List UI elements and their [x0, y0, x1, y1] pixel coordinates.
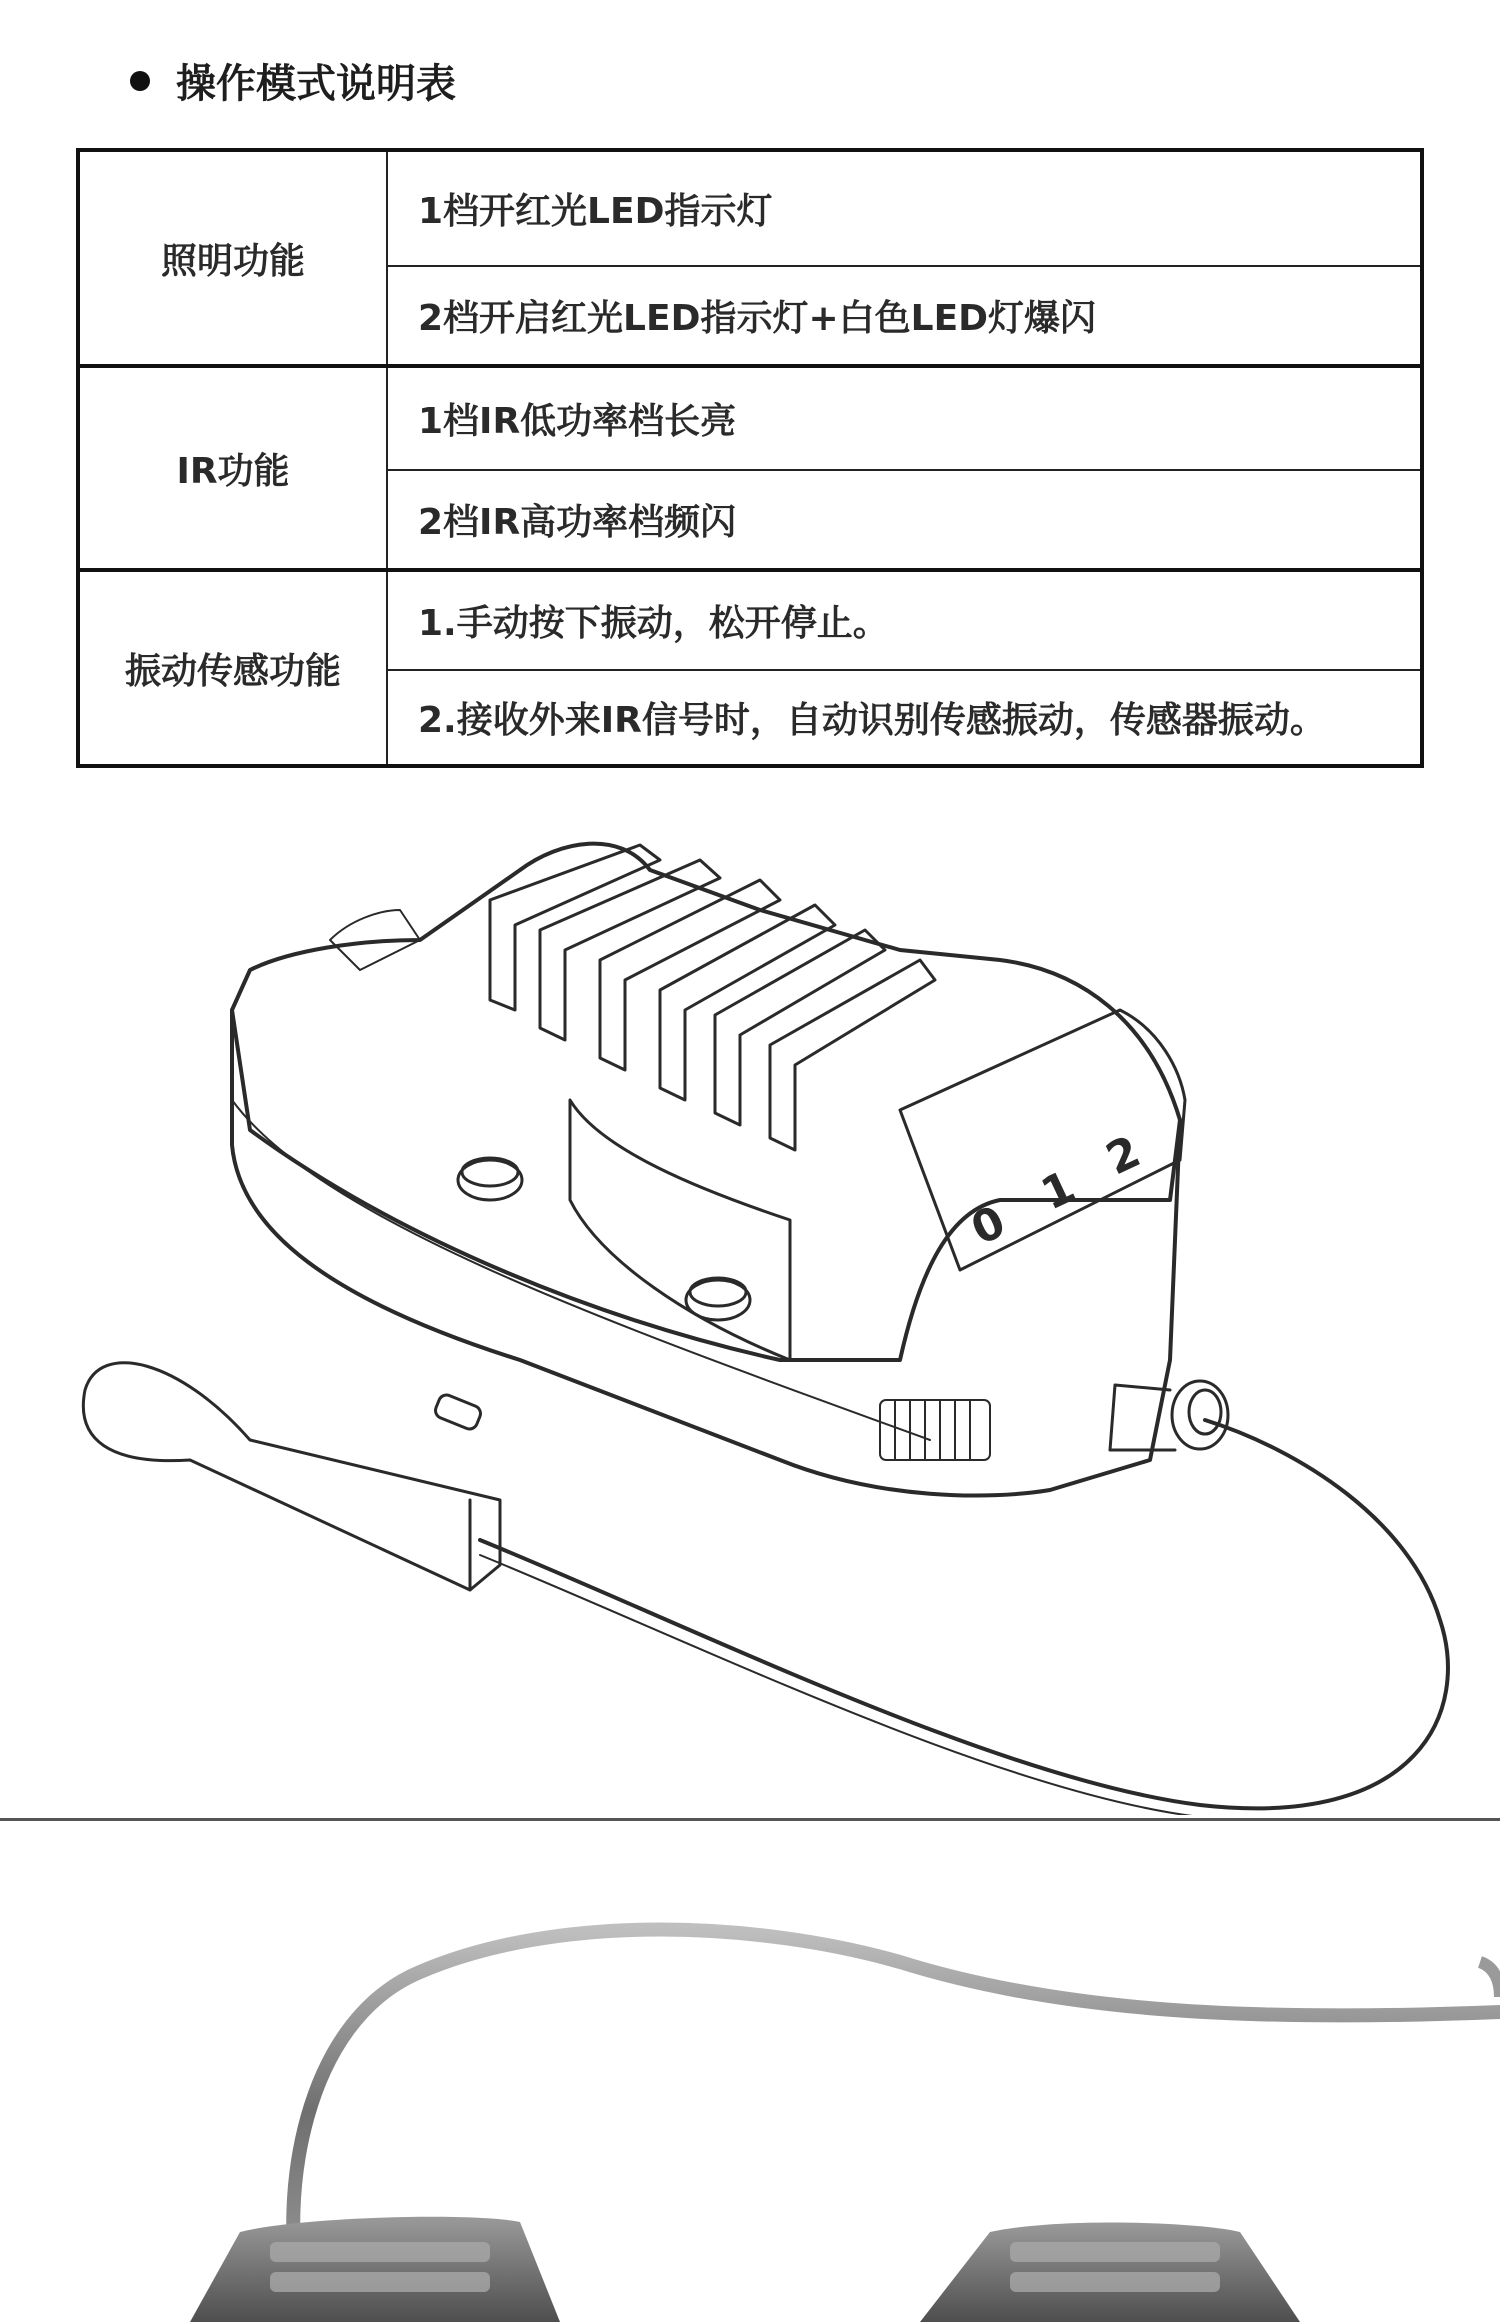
dial-label: 2 — [1098, 1126, 1149, 1186]
table-row — [78, 570, 1422, 670]
category-cell-vibration: 振动传感功能 — [78, 570, 387, 766]
table-row — [78, 366, 1422, 470]
bullet-icon — [130, 71, 150, 91]
dial-label: 1 — [1033, 1161, 1084, 1221]
cable-connector — [1110, 1381, 1228, 1450]
strap-outline — [83, 1363, 500, 1590]
table-row — [78, 150, 1422, 266]
product-photo — [0, 1822, 1500, 2322]
base-outline — [232, 1010, 1180, 1496]
mode-description: 2档IR高功率档频闪 — [387, 470, 1422, 570]
dial-wheel — [880, 1400, 990, 1460]
section-divider — [0, 1818, 1500, 1821]
photo-device-right — [920, 2223, 1300, 2322]
category-cell-lighting: 照明功能 — [78, 150, 387, 366]
operation-modes-table — [76, 148, 1424, 768]
device-line-drawing — [0, 800, 1500, 1815]
photo-device-left — [190, 2217, 560, 2322]
port-icon — [433, 1393, 483, 1432]
mode-description: 1.手动按下振动，松开停止。 — [387, 570, 1422, 670]
dial-label: 0 — [963, 1196, 1014, 1256]
mode-description: 2档开启红光LED指示灯+白色LED灯爆闪 — [387, 266, 1422, 366]
section-heading — [130, 52, 456, 109]
category-cell-ir: IR功能 — [78, 366, 387, 570]
dial-plate — [900, 1010, 1185, 1270]
section-title: 操作模式说明表 — [176, 61, 456, 107]
mode-description: 1档开红光LED指示灯 — [387, 150, 1422, 266]
mode-description: 1档IR低功率档长亮 — [387, 366, 1422, 470]
mode-description: 2.接收外来IR信号时，自动识别传感振动，传感器振动。 — [387, 670, 1422, 766]
